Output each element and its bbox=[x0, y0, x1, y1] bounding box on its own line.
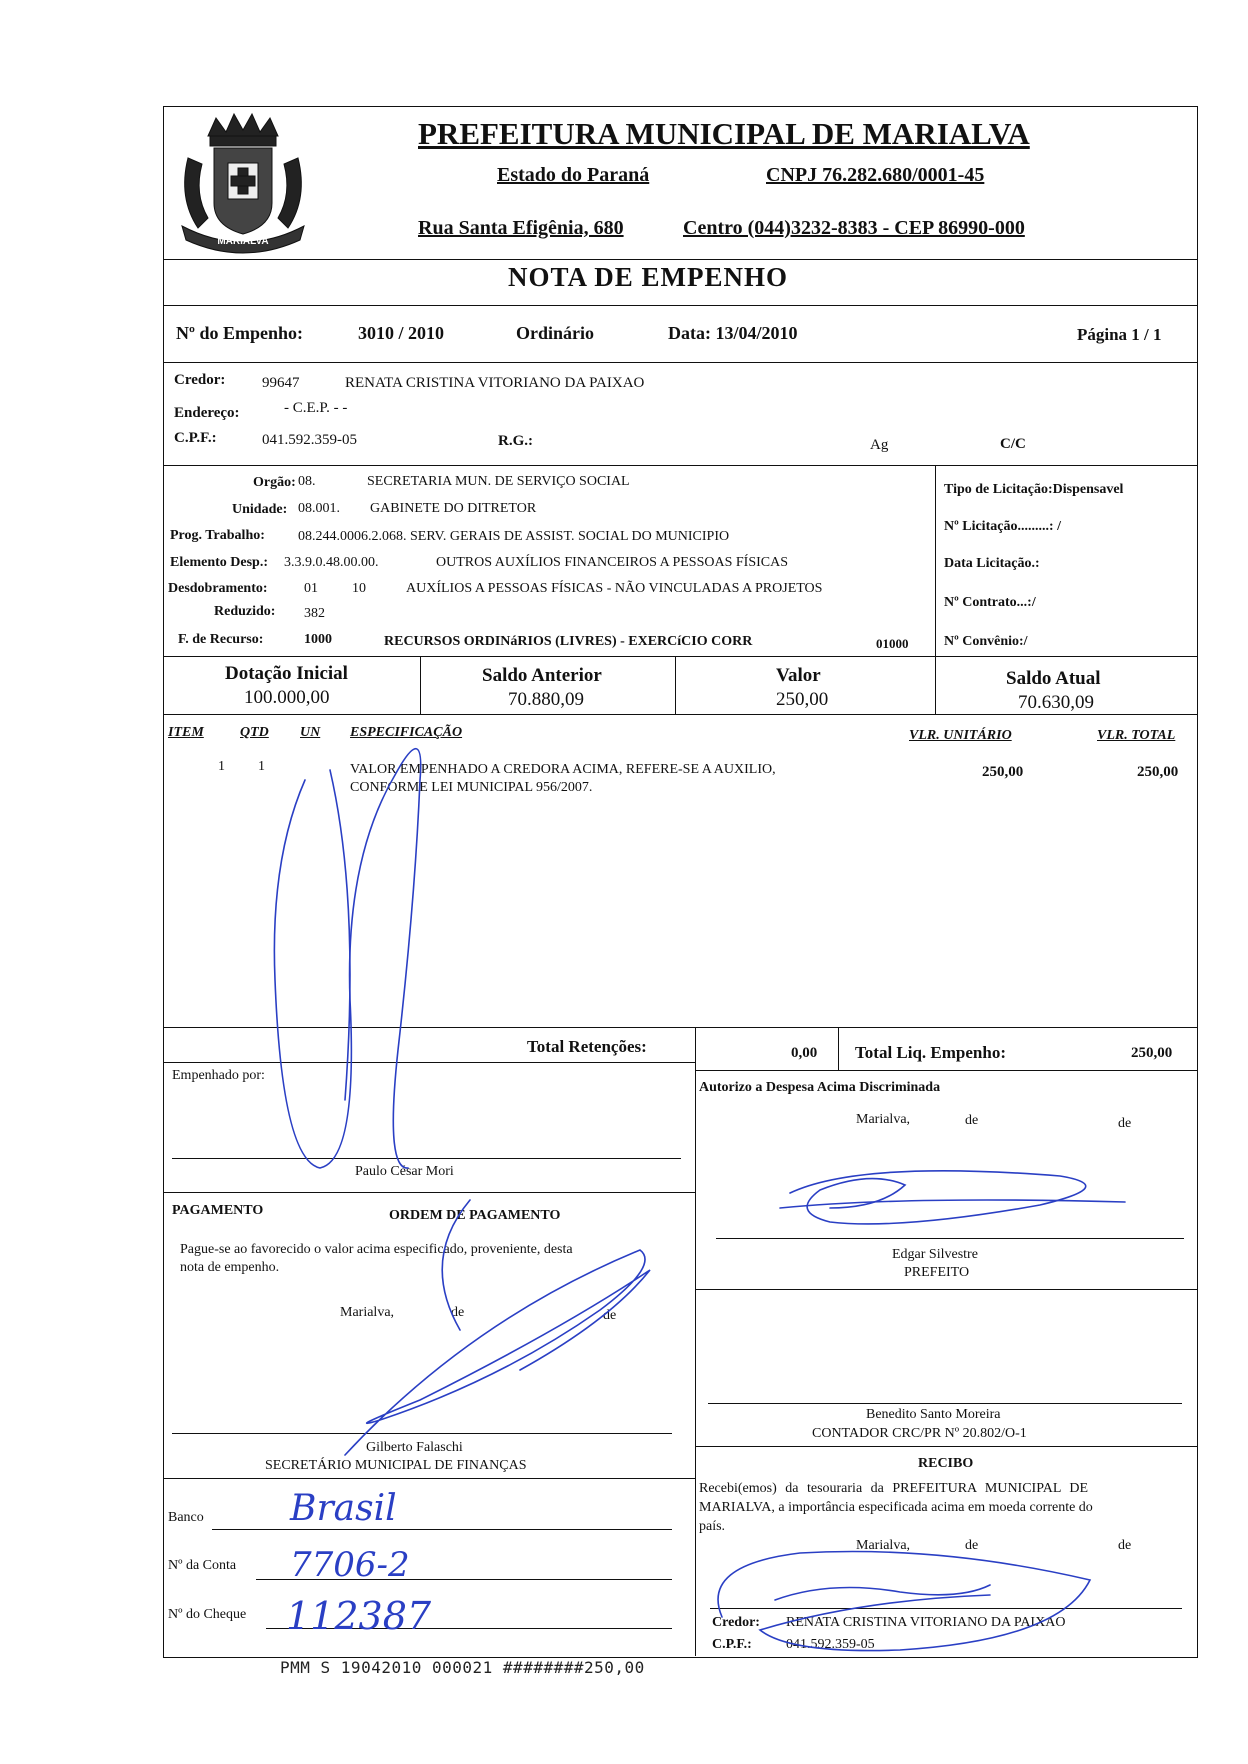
cheque-value: 112387 bbox=[286, 1594, 432, 1638]
col-vlr-unitario: VLR. UNITÁRIO bbox=[909, 728, 1012, 743]
autorizo-place: Marialva, bbox=[856, 1112, 911, 1127]
banco-line bbox=[212, 1529, 672, 1530]
recibo-text-1: Recebi(emos) da tesouraria da PREFEITURA MUNICIPAL DE bbox=[699, 1481, 1089, 1496]
liquido-label: Total Liq. Empenho: bbox=[855, 1043, 1006, 1062]
recibo-cpf-value: 041.592.359-05 bbox=[786, 1637, 875, 1652]
district-phone-cep: Centro (044)3232-8383 - CEP 86990-000 bbox=[683, 217, 1025, 239]
item-qtd: 1 bbox=[258, 759, 265, 774]
divider bbox=[163, 714, 1198, 715]
item-number: 1 bbox=[218, 759, 225, 774]
pagamento-text-1: Pague-se ao favorecido o valor acima especificado, proveniente, desta bbox=[180, 1242, 573, 1257]
reduzido-value: 382 bbox=[304, 606, 325, 621]
saldo-anterior-value: 70.880,09 bbox=[508, 689, 584, 710]
pagamento-text-2: nota de empenho. bbox=[180, 1260, 280, 1275]
licitacao-date: Data Licitação.: bbox=[944, 556, 1040, 571]
unidade-code: 08.001. bbox=[298, 501, 340, 516]
divider bbox=[163, 1062, 695, 1063]
signature-line bbox=[710, 1608, 1182, 1609]
divider bbox=[695, 1446, 1198, 1447]
recibo-de-2: de bbox=[1118, 1538, 1132, 1553]
contador-role: CONTADOR CRC/PR Nº 20.802/O-1 bbox=[812, 1426, 1027, 1441]
cnpj: CNPJ 76.282.680/0001-45 bbox=[766, 164, 985, 186]
footer-stamp: PMM S 19042010 000021 ########250,00 bbox=[280, 1658, 645, 1677]
empenho-number-label: Nº do Empenho: bbox=[176, 323, 303, 343]
cpf-label: C.P.F.: bbox=[174, 430, 217, 446]
rg-label: R.G.: bbox=[498, 433, 533, 449]
endereco-label: Endereço: bbox=[174, 405, 240, 421]
prefeito-name: Edgar Silvestre bbox=[892, 1247, 978, 1262]
signature-line bbox=[716, 1238, 1184, 1239]
ordem-pagamento-label: ORDEM DE PAGAMENTO bbox=[389, 1208, 561, 1223]
fonte-desc: RECURSOS ORDINáRIOS (LIVRES) - EXERCíCIO CORR bbox=[384, 634, 753, 649]
divider bbox=[163, 656, 1198, 657]
item-total-value: 250,00 bbox=[1137, 764, 1179, 780]
divider bbox=[935, 465, 936, 657]
signature-line bbox=[172, 1158, 681, 1159]
unidade-label: Unidade: bbox=[232, 502, 288, 517]
divider bbox=[935, 656, 936, 714]
desdobramento-sub: 10 bbox=[352, 581, 366, 596]
desdobramento-desc: AUXÍLIOS A PESSOAS FÍSICAS - NÃO VINCULADAS A PROJETOS bbox=[406, 581, 823, 596]
empenhado-label: Empenhado por: bbox=[172, 1068, 265, 1083]
signature-line bbox=[708, 1403, 1182, 1404]
reduzido-label: Reduzido: bbox=[214, 604, 276, 619]
credor-label: Credor: bbox=[174, 372, 226, 388]
credor-name: RENATA CRISTINA VITORIANO DA PAIXAO bbox=[345, 375, 645, 391]
recibo-text-2: MARIALVA, a importância especificada acima em moeda corrente do bbox=[699, 1500, 1093, 1515]
item-unit-value: 250,00 bbox=[982, 764, 1024, 780]
col-item: ITEM bbox=[168, 725, 204, 740]
financas-signer: Gilberto Falaschi bbox=[366, 1440, 463, 1455]
unidade-desc: GABINETE DO DITRETOR bbox=[370, 501, 537, 516]
empenho-number: 3010 / 2010 bbox=[358, 323, 445, 343]
municipality-title: PREFEITURA MUNICIPAL DE MARIALVA bbox=[418, 116, 1030, 151]
pagamento-place: Marialva, bbox=[340, 1305, 395, 1320]
autorizo-de-2: de bbox=[1118, 1116, 1132, 1131]
col-un: UN bbox=[300, 725, 321, 740]
endereco-value: - C.E.P. - - bbox=[284, 400, 348, 416]
contrato-number: Nº Contrato...:/ bbox=[944, 595, 1036, 610]
autorizo-label: Autorizo a Despesa Acima Discriminada bbox=[699, 1080, 941, 1095]
retencoes-label: Total Retenções: bbox=[527, 1037, 647, 1056]
retencoes-value: 0,00 bbox=[791, 1045, 818, 1061]
divider bbox=[838, 1027, 839, 1070]
valor-label: Valor bbox=[776, 665, 821, 686]
cheque-label: Nº do Cheque bbox=[168, 1607, 247, 1622]
divider bbox=[420, 656, 421, 714]
prefeito-role: PREFEITO bbox=[904, 1265, 970, 1280]
divider bbox=[163, 362, 1198, 363]
divider bbox=[163, 305, 1198, 306]
convenio-number: Nº Convênio:/ bbox=[944, 634, 1028, 649]
desdobramento-label: Desdobramento: bbox=[168, 581, 268, 596]
empenho-date: Data: 13/04/2010 bbox=[668, 323, 798, 343]
recibo-credor-label: Credor: bbox=[712, 1615, 760, 1630]
divider bbox=[163, 259, 1198, 260]
recibo-credor-name: RENATA CRISTINA VITORIANO DA PAIXAO bbox=[786, 1615, 1066, 1630]
fonte-label: F. de Recurso: bbox=[178, 632, 264, 647]
orgao-desc: SECRETARIA MUN. DE SERVIÇO SOCIAL bbox=[367, 474, 630, 489]
banco-value: Brasil bbox=[290, 1488, 397, 1529]
prog-value: 08.244.0006.2.068. SERV. GERAIS DE ASSIST. SOCIAL DO MUNICIPIO bbox=[298, 529, 730, 544]
recibo-place: Marialva, bbox=[856, 1538, 911, 1553]
orgao-label: Orgão: bbox=[253, 475, 296, 490]
divider bbox=[695, 1062, 696, 1656]
divider bbox=[695, 1289, 1198, 1290]
divider bbox=[163, 1027, 1198, 1028]
licitacao-type: Tipo de Licitação:Dispensavel bbox=[944, 482, 1124, 497]
conta-value: 7706-2 bbox=[290, 1545, 410, 1585]
credor-code: 99647 bbox=[262, 375, 300, 391]
item-desc-line2: CONFORME LEI MUNICIPAL 956/2007. bbox=[350, 780, 593, 795]
recibo-de-1: de bbox=[965, 1538, 979, 1553]
pagamento-de-2: de bbox=[603, 1308, 617, 1323]
divider bbox=[163, 1478, 695, 1479]
saldo-atual-label: Saldo Atual bbox=[1006, 668, 1101, 689]
coat-of-arms bbox=[168, 108, 318, 258]
col-vlr-total: VLR. TOTAL bbox=[1097, 728, 1176, 743]
desdobramento-code: 01 bbox=[304, 581, 318, 596]
saldo-anterior-label: Saldo Anterior bbox=[482, 665, 602, 686]
empenhado-signer: Paulo César Mori bbox=[355, 1164, 454, 1179]
fonte-ref: 01000 bbox=[876, 636, 909, 651]
col-especificacao: ESPECIFICAÇÃO bbox=[350, 725, 463, 740]
item-desc-line1: VALOR EMPENHADO A CREDORA ACIMA, REFERE-SE A AUXILIO, bbox=[350, 762, 776, 777]
page-number: Página 1 / 1 bbox=[1077, 325, 1162, 344]
cc-label: C/C bbox=[1000, 436, 1026, 452]
licitacao-number: Nº Licitação.........: / bbox=[944, 519, 1061, 534]
divider bbox=[675, 656, 676, 714]
pagamento-de-1: de bbox=[451, 1305, 465, 1320]
recibo-text-3: país. bbox=[699, 1519, 726, 1534]
orgao-code: 08. bbox=[298, 474, 316, 489]
saldo-atual-value: 70.630,09 bbox=[1018, 692, 1094, 713]
divider bbox=[163, 1192, 695, 1193]
fonte-code: 1000 bbox=[304, 632, 332, 647]
contador-name: Benedito Santo Moreira bbox=[866, 1407, 1001, 1422]
street-address: Rua Santa Efigênia, 680 bbox=[418, 217, 624, 239]
recibo-title: RECIBO bbox=[918, 1456, 974, 1471]
liquido-value: 250,00 bbox=[1131, 1045, 1173, 1061]
cpf-value: 041.592.359-05 bbox=[262, 432, 357, 448]
divider bbox=[695, 1070, 1198, 1071]
valor-value: 250,00 bbox=[776, 689, 829, 710]
banco-label: Banco bbox=[168, 1510, 204, 1525]
state-name: Estado do Paraná bbox=[497, 164, 650, 186]
svg-text:MARIALVA: MARIALVA bbox=[217, 236, 269, 247]
prog-label: Prog. Trabalho: bbox=[170, 528, 265, 543]
dotacao-value: 100.000,00 bbox=[244, 687, 330, 708]
elemento-desc: OUTROS AUXÍLIOS FINANCEIROS A PESSOAS FÍSICAS bbox=[436, 555, 789, 570]
empenho-type: Ordinário bbox=[516, 323, 595, 343]
pagamento-label: PAGAMENTO bbox=[172, 1203, 264, 1218]
document-title: NOTA DE EMPENHO bbox=[508, 262, 789, 292]
signature-line bbox=[172, 1433, 672, 1434]
conta-label: Nº da Conta bbox=[168, 1558, 237, 1573]
financas-role: SECRETÁRIO MUNICIPAL DE FINANÇAS bbox=[265, 1458, 527, 1473]
divider bbox=[163, 465, 1198, 466]
col-qtd: QTD bbox=[240, 725, 269, 740]
autorizo-de-1: de bbox=[965, 1113, 979, 1128]
ag-label: Ag bbox=[870, 437, 889, 453]
dotacao-label: Dotação Inicial bbox=[225, 663, 348, 684]
elemento-code: 3.3.9.0.48.00.00. bbox=[284, 555, 379, 570]
elemento-label: Elemento Desp.: bbox=[170, 555, 268, 570]
recibo-cpf-label: C.P.F.: bbox=[712, 1637, 752, 1652]
